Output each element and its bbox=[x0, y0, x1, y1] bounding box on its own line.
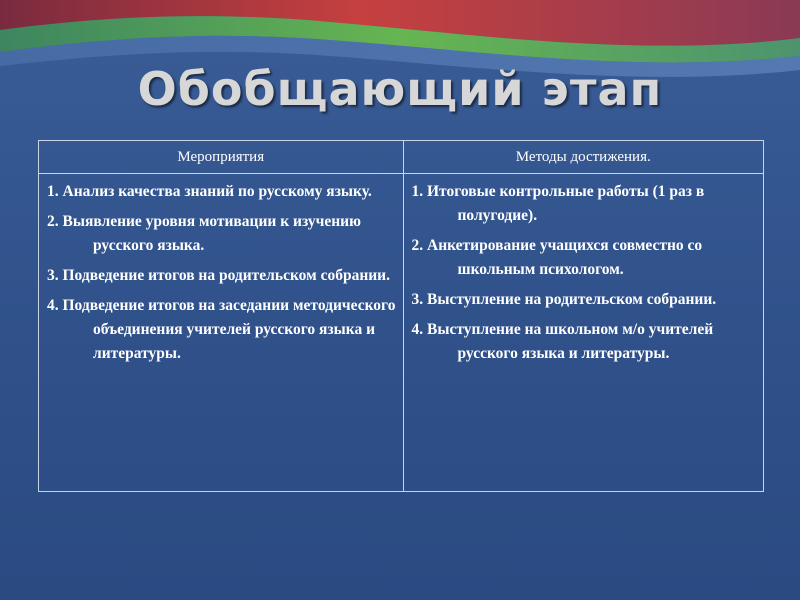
slide-title: Обобщающий этап bbox=[137, 62, 663, 116]
list-item: 1. Анализ качества знаний по русскому языку. bbox=[47, 183, 372, 200]
list-item: 4. Выступление на школьном м/о учителей русского языка и литературы. bbox=[411, 321, 714, 362]
list-item: 3. Выступление на родительском собрании. bbox=[411, 291, 717, 308]
table-row bbox=[39, 174, 763, 492]
list-item: 2. Выявление уровня мотивации к изучению русского языка. bbox=[47, 213, 361, 254]
column-header-methods: Методы достижения. bbox=[403, 141, 763, 174]
activities-cell bbox=[39, 174, 403, 492]
column-header-activities: Мероприятия bbox=[39, 141, 403, 174]
list-item: 3. Подведение итогов на родительском собрании. bbox=[47, 267, 390, 284]
list-item: 1. Итоговые контрольные работы (1 раз в полугодие). bbox=[411, 183, 705, 224]
list-item: 2. Анкетирование учащихся совместно со школьным психологом. bbox=[411, 237, 703, 278]
activities-table bbox=[38, 140, 764, 492]
list-item: 4. Подведение итогов на заседании методического объединения учителей русского языка и литературы. bbox=[47, 297, 396, 362]
table-header-row bbox=[39, 141, 763, 174]
methods-cell bbox=[403, 174, 763, 492]
